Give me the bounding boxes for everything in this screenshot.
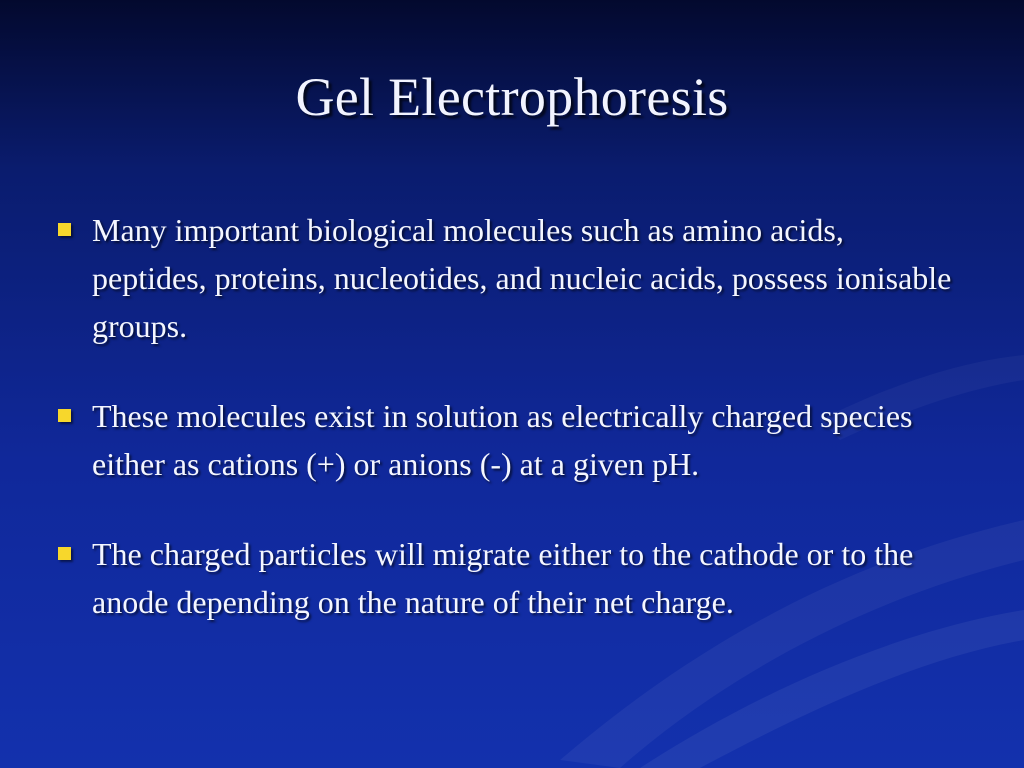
bullet-list [56, 206, 966, 626]
square-bullet-icon [58, 223, 71, 236]
square-bullet-icon [58, 409, 71, 422]
square-bullet-icon [58, 547, 71, 560]
bullet-text: Many important biological molecules such as amino acids, peptides, proteins, nucleotides, and nucleic acids, possess ionisable groups. [92, 212, 952, 344]
bullet-item [56, 530, 966, 626]
bullet-item [56, 392, 966, 488]
bullet-text: The charged particles will migrate either to the cathode or to the anode depending on the nature of their net charge. [92, 536, 914, 620]
bullet-text: These molecules exist in solution as electrically charged species either as cations (+) or anions (-) at a given pH. [92, 398, 913, 482]
slide-title: Gel Electrophoresis [295, 67, 729, 127]
bullet-item [56, 206, 966, 350]
